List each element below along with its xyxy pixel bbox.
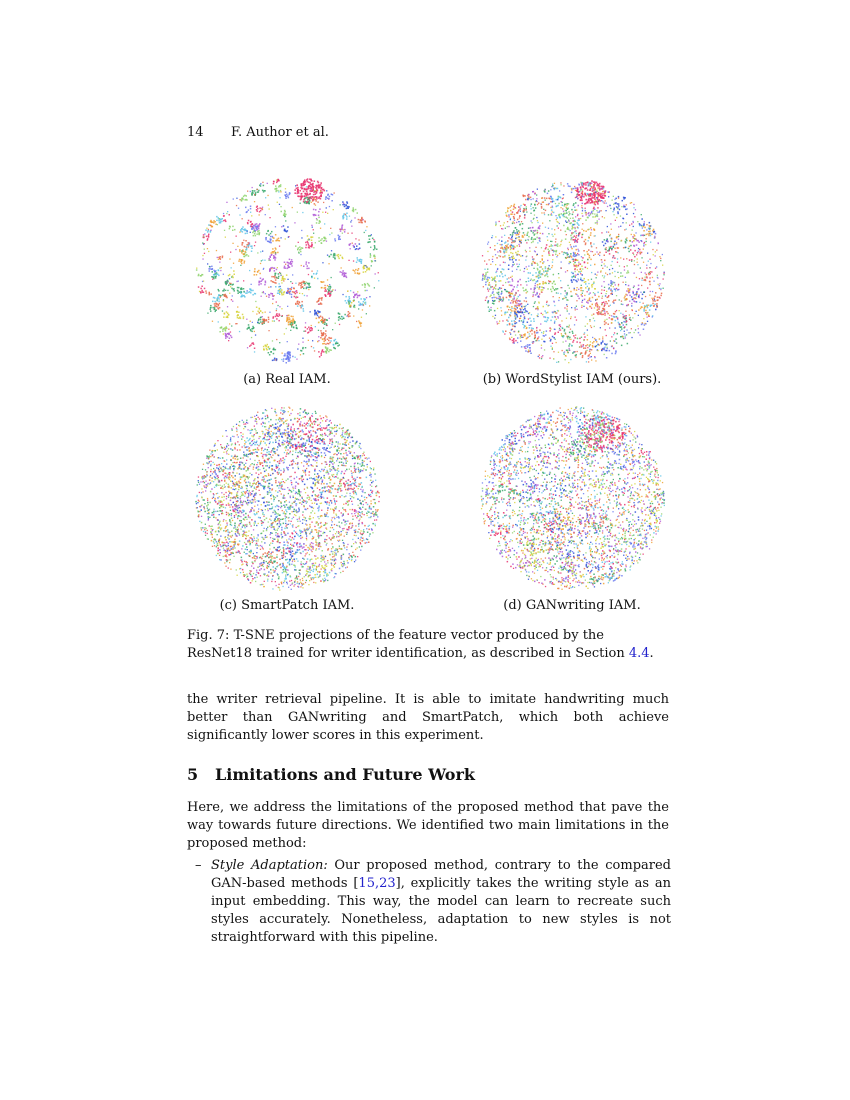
figure-caption-text: T-SNE projections of the feature vector produced by the ResNet18 trained for writer identification, as described in Section xyxy=(187,628,629,661)
section-heading xyxy=(187,765,475,784)
tsne-panel-a xyxy=(187,170,387,370)
tsne-scatter-b xyxy=(472,172,672,372)
bullet-style-adaptation xyxy=(195,857,671,947)
tsne-panel-c xyxy=(187,398,387,598)
running-title: F. Author et al. xyxy=(231,125,329,140)
citation-link[interactable]: 15,23 xyxy=(358,876,396,891)
subcaption-a: (a) Real IAM. xyxy=(243,372,331,387)
section-title: Limitations and Future Work xyxy=(215,765,475,784)
page-header xyxy=(187,125,329,140)
section-number: 5 xyxy=(187,765,199,784)
tsne-scatter-a xyxy=(187,170,387,370)
bullet-term: Style Adaptation: xyxy=(211,858,328,873)
page-number: 14 xyxy=(187,125,204,140)
tsne-panel-b xyxy=(472,172,672,372)
subcaption-d: (d) GANwriting IAM. xyxy=(503,598,641,613)
figure-caption-prefix: Fig. 7: xyxy=(187,628,230,643)
section-ref-link[interactable]: 4.4 xyxy=(628,646,650,661)
paragraph-limitations: Here, we address the limitations of the proposed method that pave the way towards future directions. We identified two main limitations in the proposed method: xyxy=(187,800,669,851)
tsne-scatter-d xyxy=(472,398,672,598)
bullet-dash: – xyxy=(195,858,202,873)
tsne-panel-d xyxy=(472,398,672,598)
paragraph-retrieval: the writer retrieval pipeline. It is able to imitate handwriting much better than GANwriting and SmartPatch, which both achieve significantly lower scores in this experiment. xyxy=(187,692,669,743)
figure-caption: Fig. 7: T-SNE projections of the feature vector produced by the ResNet18 trained for writer identification, as described in Section 4.4. xyxy=(187,628,654,661)
bullet-text: Style Adaptation: Our proposed method, contrary to the compared GAN-based methods [15,23], explicitly takes the writing style as an input embedding. This way, the model can learn to recreate such styles accurately. Nonetheless, adaptation to new styles is not straightforward with this pipeline. xyxy=(211,858,671,945)
subcaption-b: (b) WordStylist IAM (ours). xyxy=(482,372,662,387)
tsne-scatter-c xyxy=(187,398,387,598)
subcaption-c: (c) SmartPatch IAM. xyxy=(219,598,355,613)
